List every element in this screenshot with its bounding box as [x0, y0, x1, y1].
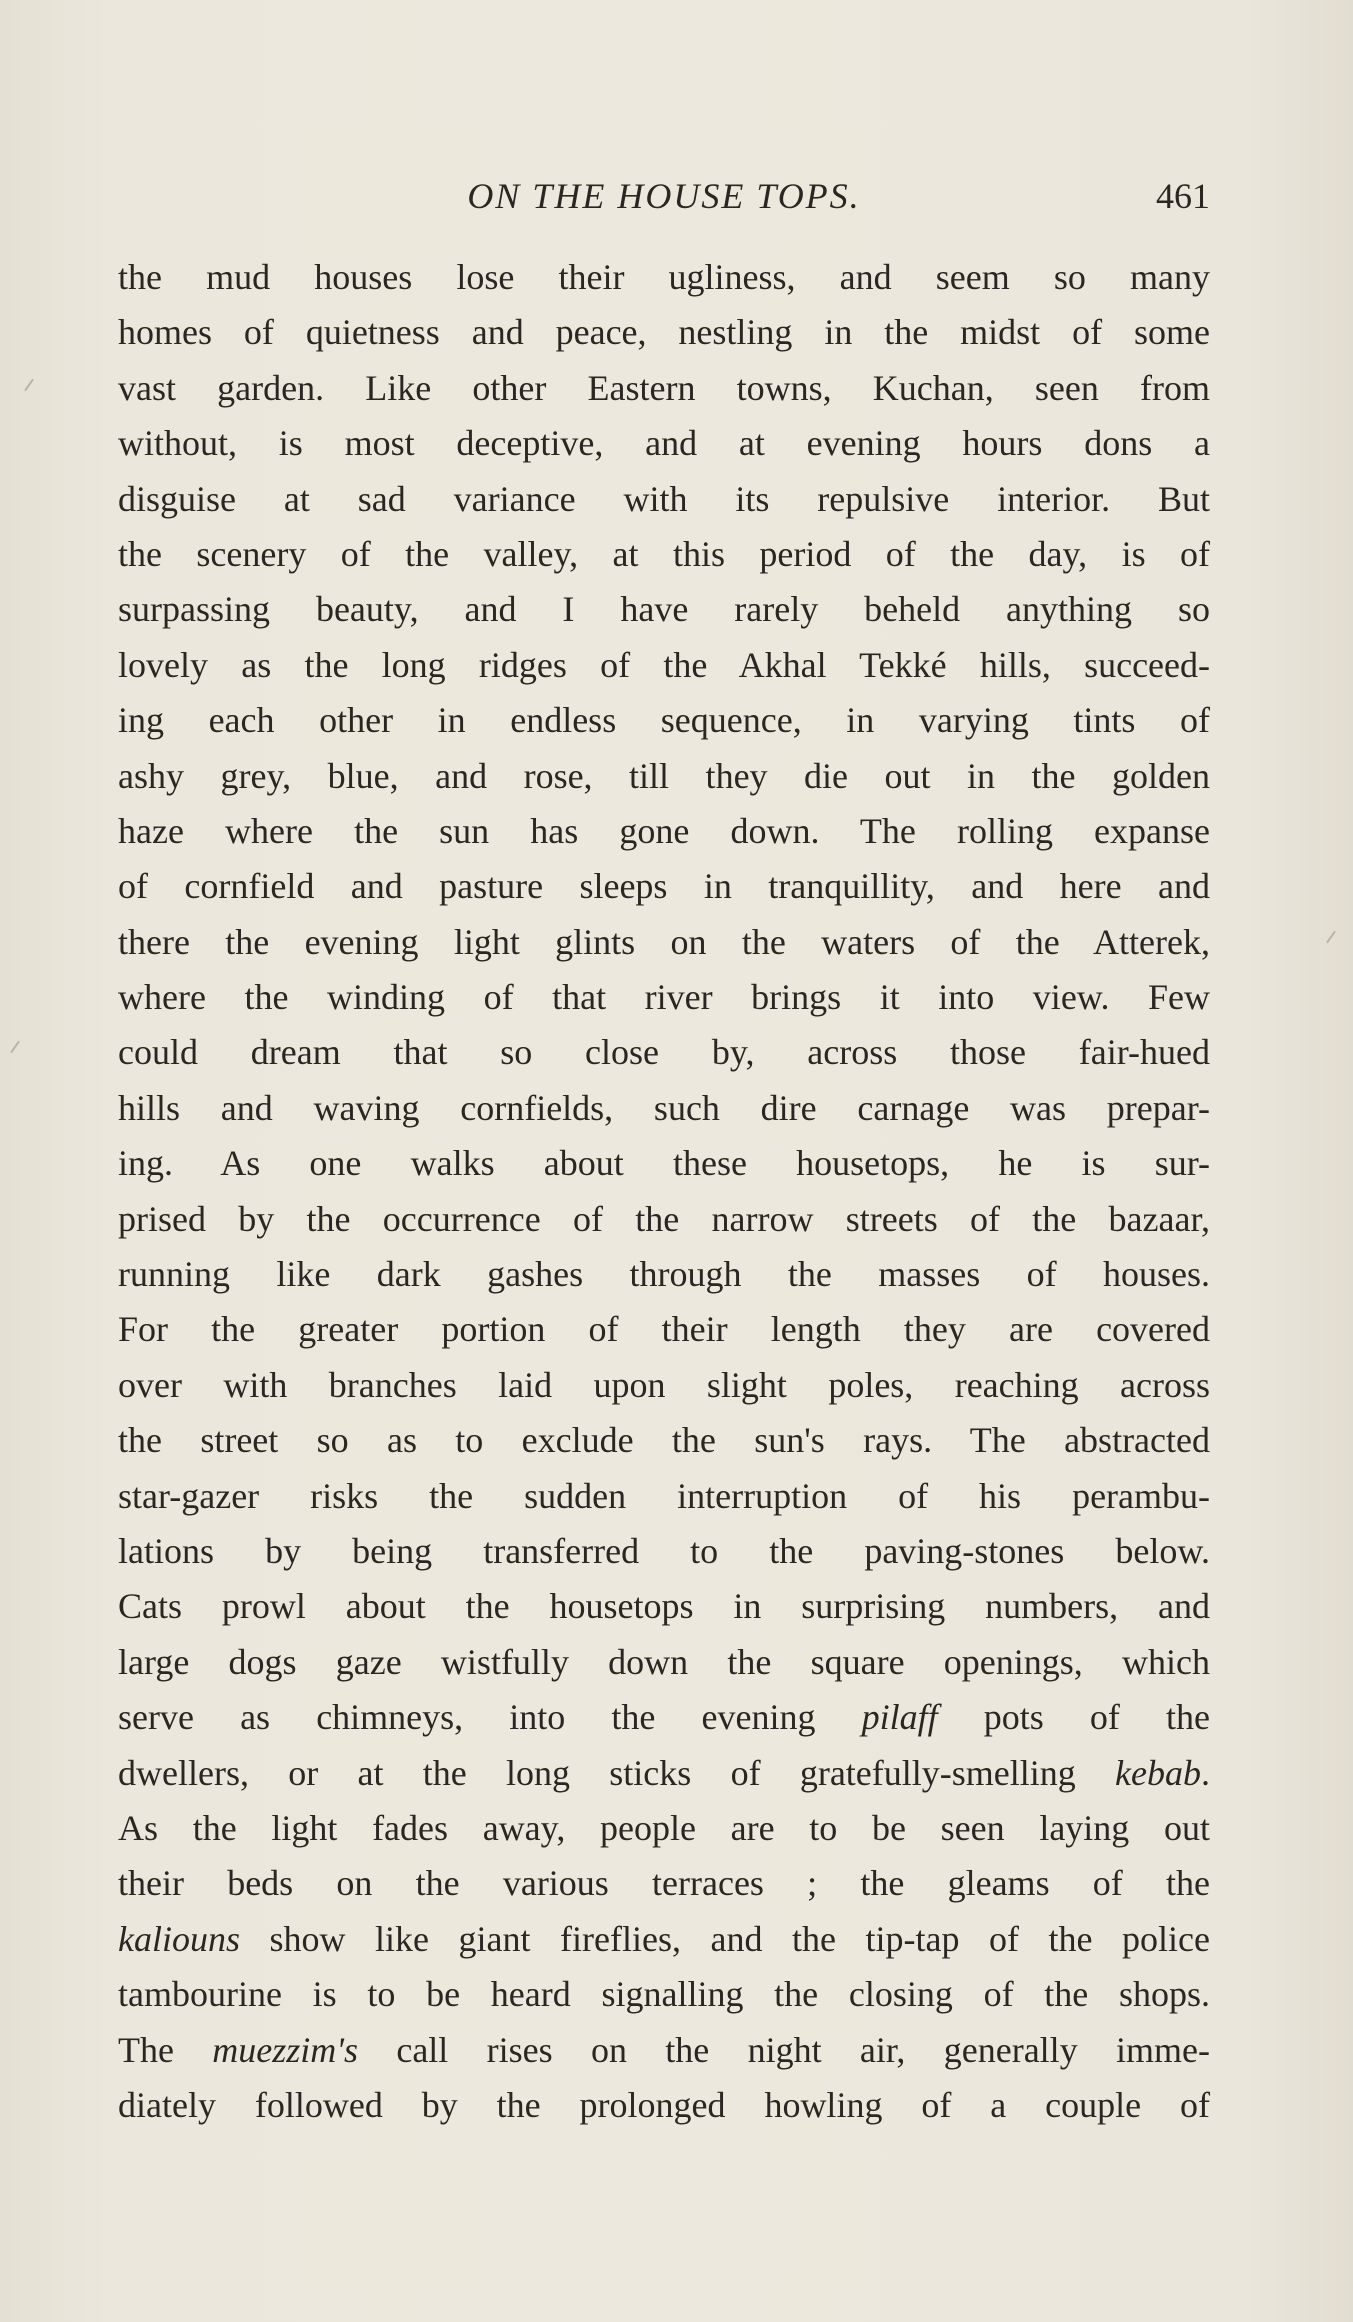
italic-word-pilaff: pilaff: [861, 1697, 938, 1738]
line-31-text-b: show like giant fireflies, and the tip-tap of the police: [240, 1918, 1210, 1959]
text-line-9: ing each other in endless sequence, in varying tints of: [118, 700, 1210, 741]
text-line-22: the street so as to exclude the sun's rays. The abstracted: [118, 1420, 1210, 1461]
text-line-7: surpassing beauty, and I have rarely beheld anything so: [118, 589, 1210, 630]
line-27-text-a: serve as chimneys, into the evening: [118, 1697, 862, 1738]
line-28-text-a: dwellers, or at the long sticks of gratefully-smelling: [118, 1752, 1116, 1793]
text-line-10: ashy grey, blue, and rose, till they die out in the golden: [118, 755, 1210, 796]
text-line-3: vast garden. Like other Eastern towns, Kuchan, seen from: [118, 367, 1210, 408]
text-line-14: where the winding of that river brings it into view. Few: [118, 977, 1210, 1018]
text-line-31: [118, 1912, 1210, 1967]
text-line-12: of cornfield and pasture sleeps in tranquillity, and here and: [118, 866, 1210, 907]
text-line-21: over with branches laid upon slight poles, reaching across: [118, 1364, 1210, 1405]
running-head: [118, 170, 1210, 222]
body-text: [118, 250, 1210, 2133]
text-line-26: large dogs gaze wistfully down the square openings, which: [118, 1641, 1210, 1682]
text-line-34: diately followed by the prolonged howling of a couple of: [118, 2084, 1210, 2125]
text-line-29: As the light fades away, people are to be seen laying out: [118, 1807, 1210, 1848]
line-33-text-b: call rises on the night air, generally imme-: [358, 2029, 1210, 2070]
text-line-24: lations by being transferred to the paving-stones below.: [118, 1530, 1210, 1571]
text-line-18: prised by the occurrence of the narrow streets of the bazaar,: [118, 1198, 1210, 1239]
text-line-6: the scenery of the valley, at this period of the day, is of: [118, 533, 1210, 574]
line-28-text-b: .: [1201, 1752, 1210, 1793]
text-line-23: star-gazer risks the sudden interruption of his perambu-: [118, 1475, 1210, 1516]
text-line-2: homes of quietness and peace, nestling in the midst of some: [118, 312, 1210, 353]
line-27-text-b: pots of the: [937, 1697, 1210, 1738]
running-title: ON THE HOUSE TOPS.: [467, 176, 861, 216]
paper-speck: [10, 1041, 20, 1054]
text-line-33: [118, 2023, 1210, 2078]
page-number: 461: [1156, 176, 1210, 216]
text-line-19: running like dark gashes through the masses of houses.: [118, 1254, 1210, 1295]
italic-word-kebab: kebab: [1115, 1752, 1201, 1793]
line-33-text-a: The: [118, 2029, 213, 2070]
text-line-15: could dream that so close by, across those fair-hued: [118, 1032, 1210, 1073]
text-line-13: there the evening light glints on the waters of the Atterek,: [118, 921, 1210, 962]
text-line-11: haze where the sun has gone down. The rolling expanse: [118, 810, 1210, 851]
text-line-8: lovely as the long ridges of the Akhal Tekké hills, succeed-: [118, 644, 1210, 685]
text-line-16: hills and waving cornfields, such dire carnage was prepar-: [118, 1087, 1210, 1128]
text-line-27: [118, 1690, 1210, 1745]
text-line-1: the mud houses lose their ugliness, and seem so many: [118, 257, 1210, 297]
italic-word-muezzims: muezzim's: [212, 2029, 359, 2070]
text-line-28: [118, 1746, 1210, 1801]
text-line-25: Cats prowl about the housetops in surprising numbers, and: [118, 1586, 1210, 1627]
text-line-5: disguise at sad variance with its repulsive interior. But: [118, 478, 1210, 519]
text-line-17: ing. As one walks about these housetops, he is sur-: [118, 1143, 1210, 1184]
text-line-32: tambourine is to be heard signalling the closing of the shops.: [118, 1974, 1210, 2015]
paper-speck: [24, 379, 34, 392]
text-line-30: their beds on the various terraces ; the gleams of the: [118, 1863, 1210, 1904]
text-line-20: For the greater portion of their length they are covered: [118, 1309, 1210, 1350]
italic-word-kaliouns: kaliouns: [118, 1918, 240, 1959]
paper-speck: [1326, 931, 1336, 944]
text-line-4: without, is most deceptive, and at evening hours dons a: [118, 423, 1210, 464]
